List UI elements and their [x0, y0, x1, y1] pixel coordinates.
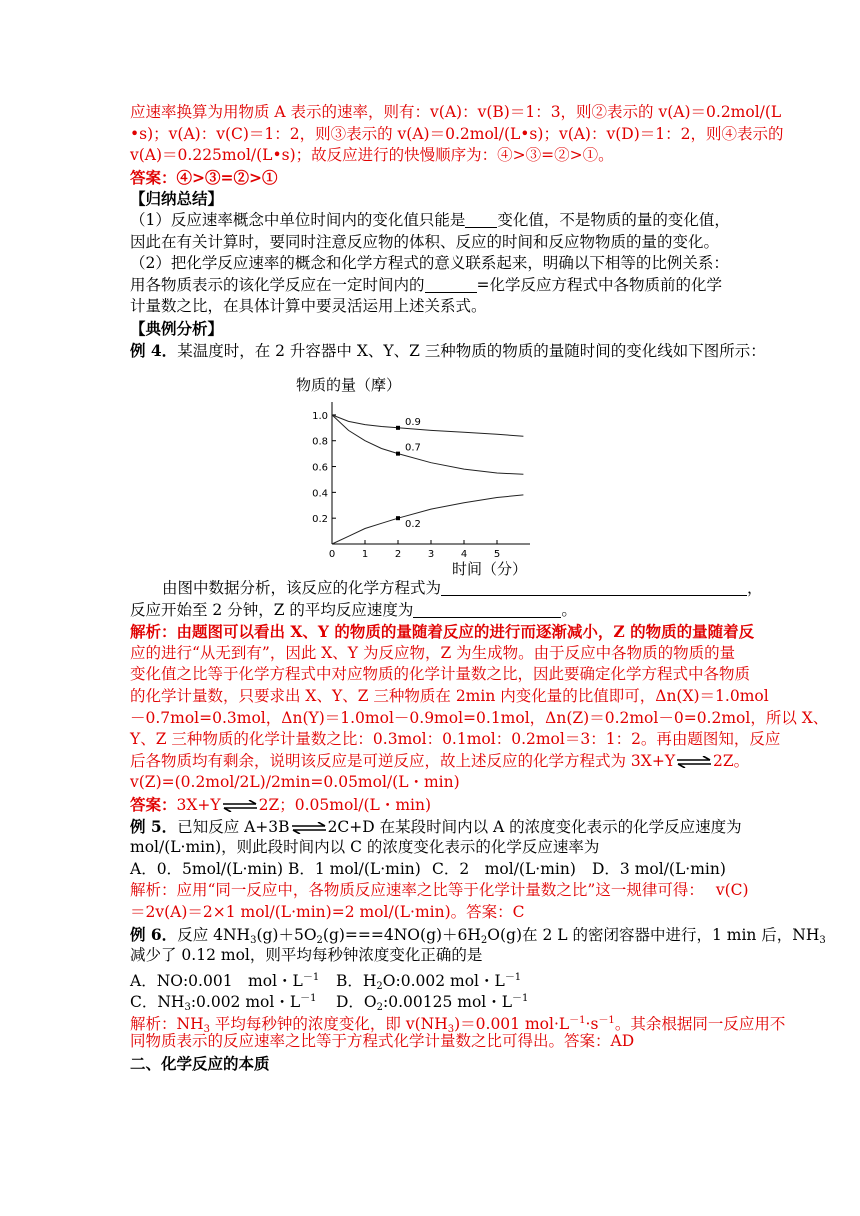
reversible-arrow-icon: [291, 822, 327, 834]
series-marker-3: [396, 516, 400, 520]
text: :0.002 mol・L: [190, 993, 301, 1012]
series-marker-1: [396, 426, 400, 430]
text-line: •s)；v(A)：v(C)＝1：2，则③表示的 v(A)＝0.2mol/(L•s)；v(A)：v(D)＝1：2，则④表示的: [130, 124, 784, 143]
answer-line: [130, 794, 732, 816]
superscript: －1: [300, 993, 317, 1005]
subscript: 2: [316, 934, 323, 946]
text: 平均每秒钟的浓度变化，即 v(NH: [209, 1014, 448, 1033]
text: v(C): [715, 881, 749, 900]
fill-blank: [441, 579, 747, 596]
options-line: [130, 859, 732, 881]
section-heading: 二、化学反应的本质: [130, 1054, 270, 1074]
option-b: [336, 972, 521, 990]
text: 解析：: [130, 1014, 177, 1033]
text-line: 计量数之比，在具体计算中要灵活运用上述关系式。: [130, 297, 487, 316]
subscript: 2: [480, 934, 488, 946]
analysis-line: [130, 1010, 786, 1035]
text: ，: [747, 579, 763, 597]
text: 3X+Y: [176, 795, 221, 814]
subscript: 3: [184, 1002, 191, 1014]
reversible-arrow-icon: [222, 800, 258, 812]
text: 后各物质均有剩余，说明该反应是可逆反应，故上述反应的化学方程式为 3X+Y: [130, 751, 676, 770]
text: 变化值，不是物质的量的变化值，: [497, 210, 730, 229]
amount-vs-time-chart: [296, 376, 536, 576]
fill-blank: [425, 276, 477, 293]
text: O(g)在 2 L 的密闭容器中进行，1 min 后，NH: [487, 925, 820, 944]
example-label: 例 4．: [130, 340, 178, 360]
text-line: 减少了 0.12 mol，则平均每秒钟浓度变化正确的是: [130, 946, 483, 965]
answer-label: 答案：: [130, 794, 177, 814]
analysis-line: ＝2v(A)＝2×1 mol/(L·min)=2 mol/(L·min)。答案：C: [130, 902, 525, 921]
series-line-3: [332, 495, 523, 544]
option-c: C．2 mol/(L·min): [432, 859, 576, 878]
text: )＝0.001 mol·L: [454, 1014, 570, 1033]
x-tick-label: 5: [493, 549, 501, 560]
data-label-3: 0.2: [405, 519, 421, 531]
superscript: －1: [504, 971, 522, 983]
superscript: －1: [569, 1014, 586, 1026]
text: (g)===4NO(g)＋6H: [322, 925, 481, 944]
text: C．NH: [130, 993, 185, 1012]
analysis-line: 应的进行“从无到有”，因此 X、Y 为反应物，Z 为生成物。由于反应中各物质的物质的量: [130, 643, 736, 662]
analysis-line: 的化学计量数，只要求出 X、Y、Z 三种物质在 2min 内变化量的比值即可，Δn(X)＝1.0mol: [130, 686, 769, 705]
text: O:0.002 mol・L: [382, 971, 505, 990]
analysis-line: v(Z)=(0.2mol/2L)/2min=0.05mol/(L・min): [130, 773, 460, 792]
text: (g)＋5O: [256, 925, 317, 944]
data-label-1: 0.9: [405, 416, 421, 428]
text: B．H: [336, 971, 377, 990]
analysis-line: [130, 751, 750, 773]
option-d: [336, 993, 529, 1014]
options-line: [130, 967, 732, 992]
text: :0.00125 mol・L: [383, 993, 513, 1012]
fill-blank: [413, 601, 561, 618]
fill-blank: [465, 211, 497, 228]
option-a: A．0．5mol/(L·min): [130, 859, 284, 878]
text: 反应开始至 2 分钟，Z 的平均反应速度为: [130, 600, 414, 619]
x-tick-label: 1: [361, 549, 369, 560]
options-line: [130, 988, 732, 1014]
text-line: mol/(L·min)，则此段时间内以 C 的浓度变化表示的化学反应速率为: [130, 838, 600, 857]
option-b: B．1 mol/(L·min): [288, 859, 421, 878]
text: 。其余根据同一反应用不: [614, 1014, 786, 1033]
x-axis-label: 时间（分）: [452, 560, 528, 576]
subscript: 3: [203, 1023, 210, 1035]
superscript: －1: [512, 993, 529, 1005]
text: 2Z。: [713, 751, 750, 770]
analysis-line: －0.7mol=0.3mol，Δn(Y)＝1.0mol－0.9mol=0.1mol，Δn(Z)＝0.2mol－0=0.2mol，所以 X、: [130, 708, 829, 727]
text: NH: [176, 1014, 204, 1033]
y-tick-label: 0.2: [312, 514, 328, 526]
analysis-line: 变化值之比等于化学方程式中对应物质的化学计量数之比，因此要确定化学方程式中各物质: [130, 665, 751, 684]
superscript: －1: [598, 1014, 615, 1026]
example-label: 例 5．: [130, 816, 178, 836]
text: =化学反应方程式中各物质前的化学: [476, 275, 723, 294]
example-label: 例 6．: [130, 924, 178, 944]
text-line: [130, 275, 732, 297]
analysis-line: Y、Z 三种物质的化学计量数之比：0.3mol：0.1mol：0.2mol＝3：1：2。再由题图知，反应: [130, 730, 781, 749]
text: 已知反应 A+3B: [177, 817, 290, 836]
document-page-2: [130, 578, 829, 1075]
chart-svg: [296, 376, 536, 576]
text-line: v(A)＝0.225mol/(L•s)；故反应进行的快慢顺序为：④>③=②>①。: [130, 146, 614, 165]
question-line: [130, 600, 732, 622]
subscript: 3: [250, 934, 257, 946]
y-tick-label: 0.4: [312, 488, 328, 500]
subscript: 2: [376, 980, 383, 992]
text: 某温度时，在 2 升容器中 X、Y、Z 三种物质的物质的量随时间的变化线如下图所示：: [177, 341, 766, 360]
text: A．NO:0.001 mol・L: [130, 971, 303, 990]
text: 用各物质表示的该化学反应在一定时间内的: [130, 275, 425, 294]
text: ·s: [585, 1014, 599, 1033]
option-d: D．3 mol/(L·min): [592, 859, 726, 878]
text: （1）反应速率概念中单位时间内的变化值只能是: [130, 210, 466, 229]
text-line: （2）把化学反应速率的概念和化学方程式的意义联系起来，明确以下相等的比例关系：: [130, 254, 729, 273]
y-tick-label: 0.6: [312, 462, 328, 474]
y-axis-label: 物质的量（摩）: [296, 376, 402, 394]
example-6-heading: [130, 924, 826, 946]
text: 解析：应用“同一反应中，各物质反应速率之比等于化学计量数之比”这一规律可得：: [130, 881, 704, 900]
text: 2C+D 在某段时间内以 A 的浓度变化表示的化学反应速度为: [327, 817, 742, 836]
x-tick-label: 4: [460, 549, 468, 560]
reversible-arrow-icon: [676, 756, 712, 768]
series-marker-2: [396, 452, 400, 456]
text: 2Z；0.05mol/(L・min): [258, 795, 432, 814]
text-line: 因此在有关计算时，要同时注意反应物的体积、反应的时间和反应物物质的量的变化。: [130, 232, 720, 251]
y-tick-label: 1.0: [312, 410, 328, 422]
x-tick-label: 0: [328, 549, 336, 560]
x-tick-label: 2: [394, 549, 402, 560]
text: D．O: [336, 993, 377, 1012]
y-tick-label: 0.8: [312, 436, 328, 448]
section-heading: 【归纳总结】: [130, 189, 224, 209]
analysis-line: [130, 621, 755, 643]
data-label-2: 0.7: [405, 442, 421, 454]
subscript: 3: [447, 1023, 455, 1035]
question-line: [130, 578, 763, 600]
series-line-1: [332, 415, 523, 436]
x-tick-label: 3: [427, 549, 435, 560]
example-5-heading: [130, 816, 742, 838]
text: 解析：由题图可以看出 X、Y 的物质的量随着反应的进行而逐渐减小，Z 的物质的量随着反: [130, 622, 755, 642]
analysis-line: [130, 880, 749, 902]
answer-line: 答案：④>③=②>①: [130, 167, 278, 187]
document-page: [130, 102, 784, 361]
section-heading: 【典例分析】: [130, 318, 224, 338]
text-line: 应速率换算为用物质 A 表示的速率，则有：v(A)：v(B)＝1：3，则②表示的 v(A)＝0.2mol/(L: [130, 103, 782, 121]
text: 反应 4NH: [177, 925, 251, 944]
text-line: [130, 210, 732, 232]
text: 由图中数据分析，该反应的化学方程式为: [162, 579, 442, 597]
text: 。: [561, 600, 577, 619]
subscript: 2: [376, 1002, 384, 1014]
analysis-line: 同物质表示的反应速率之比等于方程式化学计量数之比可得出。答案：AD: [130, 1032, 635, 1051]
superscript: －1: [302, 971, 320, 983]
subscript: 3: [819, 934, 826, 946]
example-4-heading: [130, 340, 766, 362]
